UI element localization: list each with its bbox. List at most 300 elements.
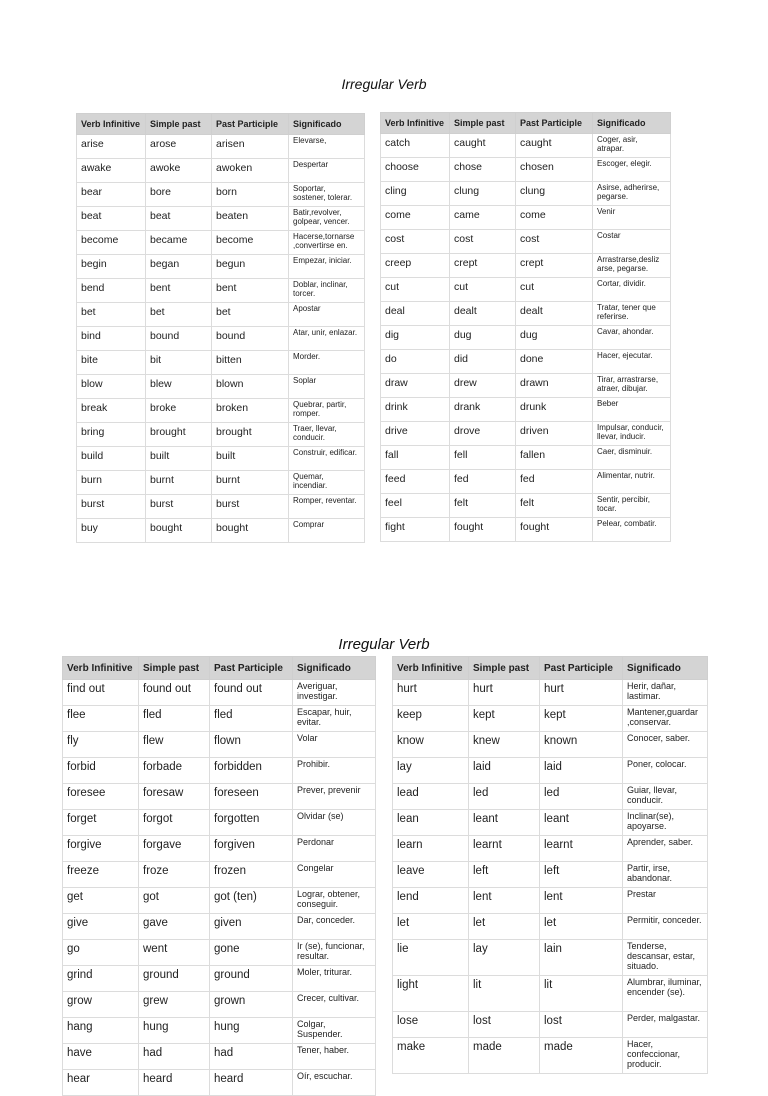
past-participle-cell: fled	[210, 706, 293, 732]
simple-past-cell: forgot	[139, 810, 210, 836]
simple-past-cell: built	[146, 447, 212, 471]
header-verb-infinitive: Verb Infinitive	[393, 657, 469, 680]
simple-past-cell: had	[139, 1044, 210, 1070]
simple-past-cell: lit	[469, 976, 540, 1012]
significado-cell: Comprar	[289, 519, 365, 543]
table-row	[381, 422, 671, 446]
simple-past-cell: felt	[450, 494, 516, 518]
verb-infinitive-cell: cost	[381, 230, 450, 254]
simple-past-cell: dealt	[450, 302, 516, 326]
verb-infinitive-cell: know	[393, 732, 469, 758]
past-participle-cell: chosen	[516, 158, 593, 182]
past-participle-cell: burnt	[212, 471, 289, 495]
past-participle-cell: felt	[516, 494, 593, 518]
past-participle-cell: kept	[540, 706, 623, 732]
verb-infinitive-cell: drive	[381, 422, 450, 446]
significado-cell: Romper, reventar.	[289, 495, 365, 519]
simple-past-cell: knew	[469, 732, 540, 758]
significado-cell: Volar	[293, 732, 376, 758]
verb-infinitive-cell: forgive	[63, 836, 139, 862]
past-participle-cell: forgotten	[210, 810, 293, 836]
verb-infinitive-cell: do	[381, 350, 450, 374]
table-row	[77, 255, 365, 279]
past-participle-cell: begun	[212, 255, 289, 279]
table-row	[381, 158, 671, 182]
table-row	[393, 706, 708, 732]
header-significado: Significado	[289, 114, 365, 135]
past-participle-cell: given	[210, 914, 293, 940]
simple-past-cell: dug	[450, 326, 516, 350]
verb-infinitive-cell: deal	[381, 302, 450, 326]
table-header-row	[77, 114, 365, 135]
past-participle-cell: known	[540, 732, 623, 758]
significado-cell: Coger, asir, atrapar.	[593, 134, 671, 158]
table-header-row	[63, 657, 376, 680]
significado-cell: Construir, edificar.	[289, 447, 365, 471]
table-row	[393, 680, 708, 706]
simple-past-cell: learnt	[469, 836, 540, 862]
table-row	[381, 230, 671, 254]
table-row	[381, 398, 671, 422]
verb-table	[380, 112, 671, 542]
past-participle-cell: let	[540, 914, 623, 940]
simple-past-cell: blew	[146, 375, 212, 399]
significado-cell: Congelar	[293, 862, 376, 888]
past-participle-cell: found out	[210, 680, 293, 706]
past-participle-cell: drunk	[516, 398, 593, 422]
past-participle-cell: laid	[540, 758, 623, 784]
table-row	[77, 423, 365, 447]
table-row	[381, 470, 671, 494]
past-participle-cell: hurt	[540, 680, 623, 706]
past-participle-cell: brought	[212, 423, 289, 447]
past-participle-cell: cost	[516, 230, 593, 254]
significado-cell: Colgar, Suspender.	[293, 1018, 376, 1044]
verb-infinitive-cell: forget	[63, 810, 139, 836]
significado-cell: Quebrar, partir, romper.	[289, 399, 365, 423]
verb-infinitive-cell: drink	[381, 398, 450, 422]
simple-past-cell: cut	[450, 278, 516, 302]
past-participle-cell: drawn	[516, 374, 593, 398]
past-participle-cell: awoken	[212, 159, 289, 183]
verb-infinitive-cell: foresee	[63, 784, 139, 810]
verb-infinitive-cell: make	[393, 1038, 469, 1074]
significado-cell: Poner, colocar.	[623, 758, 708, 784]
past-participle-cell: become	[212, 231, 289, 255]
past-participle-cell: crept	[516, 254, 593, 278]
table-row	[381, 350, 671, 374]
significado-cell: Impulsar, conducir, llevar, inducir.	[593, 422, 671, 446]
table-row	[63, 1018, 376, 1044]
header-simple-past: Simple past	[450, 113, 516, 134]
verb-infinitive-cell: dig	[381, 326, 450, 350]
verb-infinitive-cell: light	[393, 976, 469, 1012]
past-participle-cell: ground	[210, 966, 293, 992]
simple-past-cell: fed	[450, 470, 516, 494]
table-row	[77, 327, 365, 351]
verb-infinitive-cell: hear	[63, 1070, 139, 1096]
verb-infinitive-cell: burn	[77, 471, 146, 495]
table-row	[77, 159, 365, 183]
significado-cell: Caer, disminuir.	[593, 446, 671, 470]
simple-past-cell: bent	[146, 279, 212, 303]
simple-past-cell: led	[469, 784, 540, 810]
verb-table	[62, 656, 376, 1096]
verb-infinitive-cell: bite	[77, 351, 146, 375]
simple-past-cell: chose	[450, 158, 516, 182]
table-row	[381, 494, 671, 518]
simple-past-cell: drove	[450, 422, 516, 446]
past-participle-cell: bet	[212, 303, 289, 327]
table-row	[381, 278, 671, 302]
verb-infinitive-cell: bind	[77, 327, 146, 351]
table-row	[63, 992, 376, 1018]
past-participle-cell: lost	[540, 1012, 623, 1038]
header-past-participle: Past Participle	[212, 114, 289, 135]
simple-past-cell: bit	[146, 351, 212, 375]
verb-infinitive-cell: flee	[63, 706, 139, 732]
significado-cell: Sentir, percibir, tocar.	[593, 494, 671, 518]
verb-infinitive-cell: creep	[381, 254, 450, 278]
verb-infinitive-cell: bear	[77, 183, 146, 207]
table-row	[393, 940, 708, 976]
significado-cell: Tratar, tener que referirse.	[593, 302, 671, 326]
significado-cell: Partir, irse, abandonar.	[623, 862, 708, 888]
verb-infinitive-cell: feed	[381, 470, 450, 494]
verb-infinitive-cell: lay	[393, 758, 469, 784]
table-row	[77, 471, 365, 495]
verb-infinitive-cell: blow	[77, 375, 146, 399]
verb-infinitive-cell: burst	[77, 495, 146, 519]
verb-infinitive-cell: go	[63, 940, 139, 966]
significado-cell: Elevarse,	[289, 135, 365, 159]
table-row	[77, 375, 365, 399]
verb-infinitive-cell: bend	[77, 279, 146, 303]
past-participle-cell: born	[212, 183, 289, 207]
verb-infinitive-cell: begin	[77, 255, 146, 279]
verb-infinitive-cell: give	[63, 914, 139, 940]
verb-infinitive-cell: catch	[381, 134, 450, 158]
significado-cell: Tener, haber.	[293, 1044, 376, 1070]
verb-infinitive-cell: leave	[393, 862, 469, 888]
verb-infinitive-cell: learn	[393, 836, 469, 862]
table-row	[381, 326, 671, 350]
significado-cell: Prestar	[623, 888, 708, 914]
simple-past-cell: bore	[146, 183, 212, 207]
table-row	[77, 303, 365, 327]
verb-infinitive-cell: build	[77, 447, 146, 471]
past-participle-cell: grown	[210, 992, 293, 1018]
past-participle-cell: lit	[540, 976, 623, 1012]
table-row	[63, 914, 376, 940]
past-participle-cell: broken	[212, 399, 289, 423]
verb-table	[76, 113, 365, 543]
significado-cell: Costar	[593, 230, 671, 254]
verb-infinitive-cell: freeze	[63, 862, 139, 888]
table-row	[393, 758, 708, 784]
significado-cell: Atar, unir, enlazar.	[289, 327, 365, 351]
significado-cell: Herir, dañar, lastimar.	[623, 680, 708, 706]
significado-cell: Ir (se), funcionar, resultar.	[293, 940, 376, 966]
verb-infinitive-cell: fall	[381, 446, 450, 470]
simple-past-cell: did	[450, 350, 516, 374]
simple-past-cell: made	[469, 1038, 540, 1074]
table-row	[381, 518, 671, 542]
simple-past-cell: heard	[139, 1070, 210, 1096]
table-row	[393, 732, 708, 758]
table-row	[393, 888, 708, 914]
simple-past-cell: foresaw	[139, 784, 210, 810]
simple-past-cell: lay	[469, 940, 540, 976]
simple-past-cell: gave	[139, 914, 210, 940]
header-simple-past: Simple past	[469, 657, 540, 680]
past-participle-cell: lain	[540, 940, 623, 976]
significado-cell: Oír, escuchar.	[293, 1070, 376, 1096]
past-participle-cell: beaten	[212, 207, 289, 231]
table-row	[63, 1044, 376, 1070]
significado-cell: Hacer, confeccionar, producir.	[623, 1038, 708, 1074]
simple-past-cell: found out	[139, 680, 210, 706]
page-title: Irregular Verb	[341, 76, 427, 92]
past-participle-cell: flown	[210, 732, 293, 758]
past-participle-cell: heard	[210, 1070, 293, 1096]
verb-infinitive-cell: break	[77, 399, 146, 423]
header-simple-past: Simple past	[146, 114, 212, 135]
significado-cell: Perder, malgastar.	[623, 1012, 708, 1038]
table-row	[63, 758, 376, 784]
table-row	[393, 1038, 708, 1074]
verb-infinitive-cell: lend	[393, 888, 469, 914]
verb-infinitive-cell: keep	[393, 706, 469, 732]
simple-past-cell: got	[139, 888, 210, 914]
simple-past-cell: grew	[139, 992, 210, 1018]
significado-cell: Empezar, iniciar.	[289, 255, 365, 279]
past-participle-cell: fought	[516, 518, 593, 542]
simple-past-cell: awoke	[146, 159, 212, 183]
table-row	[393, 810, 708, 836]
simple-past-cell: ground	[139, 966, 210, 992]
table-row	[77, 279, 365, 303]
verb-infinitive-cell: let	[393, 914, 469, 940]
past-participle-cell: done	[516, 350, 593, 374]
verb-infinitive-cell: come	[381, 206, 450, 230]
header-past-participle: Past Participle	[540, 657, 623, 680]
significado-cell: Permitir, conceder.	[623, 914, 708, 940]
verb-infinitive-cell: draw	[381, 374, 450, 398]
verb-infinitive-cell: cut	[381, 278, 450, 302]
past-participle-cell: foreseen	[210, 784, 293, 810]
simple-past-cell: forgave	[139, 836, 210, 862]
significado-cell: Aprender, saber.	[623, 836, 708, 862]
simple-past-cell: cost	[450, 230, 516, 254]
past-participle-cell: fed	[516, 470, 593, 494]
significado-cell: Apostar	[289, 303, 365, 327]
verb-infinitive-cell: forbid	[63, 758, 139, 784]
significado-cell: Soplar	[289, 375, 365, 399]
table-row	[77, 135, 365, 159]
past-participle-cell: frozen	[210, 862, 293, 888]
header-verb-infinitive: Verb Infinitive	[77, 114, 146, 135]
past-participle-cell: cut	[516, 278, 593, 302]
past-participle-cell: come	[516, 206, 593, 230]
past-participle-cell: led	[540, 784, 623, 810]
verb-infinitive-cell: find out	[63, 680, 139, 706]
significado-cell: Mantener,guardar ,conservar.	[623, 706, 708, 732]
simple-past-cell: burnt	[146, 471, 212, 495]
header-simple-past: Simple past	[139, 657, 210, 680]
table-row	[77, 399, 365, 423]
table-row	[63, 810, 376, 836]
table-row	[63, 888, 376, 914]
verb-infinitive-cell: feel	[381, 494, 450, 518]
significado-cell: Guiar, llevar, conducir.	[623, 784, 708, 810]
significado-cell: Escapar, huir, evitar.	[293, 706, 376, 732]
simple-past-cell: beat	[146, 207, 212, 231]
table-row	[63, 680, 376, 706]
simple-past-cell: bet	[146, 303, 212, 327]
simple-past-cell: flew	[139, 732, 210, 758]
verb-infinitive-cell: choose	[381, 158, 450, 182]
significado-cell: Alimentar, nutrir.	[593, 470, 671, 494]
verb-infinitive-cell: become	[77, 231, 146, 255]
past-participle-cell: lent	[540, 888, 623, 914]
table-row	[77, 183, 365, 207]
significado-cell: Averiguar, investigar.	[293, 680, 376, 706]
verb-infinitive-cell: hurt	[393, 680, 469, 706]
past-participle-cell: forgiven	[210, 836, 293, 862]
significado-cell: Prohibir.	[293, 758, 376, 784]
simple-past-cell: laid	[469, 758, 540, 784]
simple-past-cell: lent	[469, 888, 540, 914]
significado-cell: Venir	[593, 206, 671, 230]
verb-infinitive-cell: lie	[393, 940, 469, 976]
significado-cell: Conocer, saber.	[623, 732, 708, 758]
simple-past-cell: became	[146, 231, 212, 255]
past-participle-cell: got (ten)	[210, 888, 293, 914]
simple-past-cell: kept	[469, 706, 540, 732]
significado-cell: Tenderse, descansar, estar, situado.	[623, 940, 708, 976]
past-participle-cell: bent	[212, 279, 289, 303]
simple-past-cell: left	[469, 862, 540, 888]
verb-infinitive-cell: bet	[77, 303, 146, 327]
table-row	[77, 231, 365, 255]
simple-past-cell: went	[139, 940, 210, 966]
simple-past-cell: began	[146, 255, 212, 279]
past-participle-cell: learnt	[540, 836, 623, 862]
table-row	[393, 836, 708, 862]
table-row	[393, 976, 708, 1012]
significado-cell: Asirse, adherirse, pegarse.	[593, 182, 671, 206]
significado-cell: Despertar	[289, 159, 365, 183]
verb-infinitive-cell: grind	[63, 966, 139, 992]
header-past-participle: Past Participle	[210, 657, 293, 680]
past-participle-cell: left	[540, 862, 623, 888]
verb-infinitive-cell: arise	[77, 135, 146, 159]
past-participle-cell: bought	[212, 519, 289, 543]
table-row	[381, 254, 671, 278]
significado-cell: Inclinar(se), apoyarse.	[623, 810, 708, 836]
significado-cell: Lograr, obtener, conseguir.	[293, 888, 376, 914]
simple-past-cell: crept	[450, 254, 516, 278]
significado-cell: Hacerse,tornarse ,convertirse en.	[289, 231, 365, 255]
past-participle-cell: bitten	[212, 351, 289, 375]
header-significado: Significado	[623, 657, 708, 680]
table-row	[393, 784, 708, 810]
table-row	[77, 207, 365, 231]
simple-past-cell: fell	[450, 446, 516, 470]
significado-cell: Olvidar (se)	[293, 810, 376, 836]
header-verb-infinitive: Verb Infinitive	[381, 113, 450, 134]
header-verb-infinitive: Verb Infinitive	[63, 657, 139, 680]
simple-past-cell: broke	[146, 399, 212, 423]
verb-infinitive-cell: hang	[63, 1018, 139, 1044]
simple-past-cell: burst	[146, 495, 212, 519]
significado-cell: Soportar, sostener, tolerar.	[289, 183, 365, 207]
table-row	[63, 706, 376, 732]
table-row	[77, 495, 365, 519]
simple-past-cell: brought	[146, 423, 212, 447]
past-participle-cell: leant	[540, 810, 623, 836]
table-row	[63, 1070, 376, 1096]
simple-past-cell: forbade	[139, 758, 210, 784]
verb-infinitive-cell: beat	[77, 207, 146, 231]
table-row	[63, 732, 376, 758]
significado-cell: Moler, triturar.	[293, 966, 376, 992]
significado-cell: Dar, conceder.	[293, 914, 376, 940]
simple-past-cell: clung	[450, 182, 516, 206]
table-row	[381, 134, 671, 158]
significado-cell: Escoger, elegir.	[593, 158, 671, 182]
table-header-row	[393, 657, 708, 680]
significado-cell: Quemar, incendiar.	[289, 471, 365, 495]
header-past-participle: Past Participle	[516, 113, 593, 134]
past-participle-cell: had	[210, 1044, 293, 1070]
table-row	[63, 836, 376, 862]
verb-infinitive-cell: cling	[381, 182, 450, 206]
table-row	[63, 940, 376, 966]
past-participle-cell: built	[212, 447, 289, 471]
simple-past-cell: hung	[139, 1018, 210, 1044]
past-participle-cell: clung	[516, 182, 593, 206]
table-row	[393, 1012, 708, 1038]
table-header-row	[381, 113, 671, 134]
past-participle-cell: dealt	[516, 302, 593, 326]
significado-cell: Cavar, ahondar.	[593, 326, 671, 350]
past-participle-cell: made	[540, 1038, 623, 1074]
table-row	[381, 302, 671, 326]
verb-infinitive-cell: bring	[77, 423, 146, 447]
table-row	[381, 182, 671, 206]
simple-past-cell: drank	[450, 398, 516, 422]
verb-infinitive-cell: fly	[63, 732, 139, 758]
past-participle-cell: burst	[212, 495, 289, 519]
simple-past-cell: froze	[139, 862, 210, 888]
past-participle-cell: dug	[516, 326, 593, 350]
table-row	[77, 351, 365, 375]
significado-cell: Hacer, ejecutar.	[593, 350, 671, 374]
verb-infinitive-cell: lose	[393, 1012, 469, 1038]
significado-cell: Morder.	[289, 351, 365, 375]
past-participle-cell: gone	[210, 940, 293, 966]
significado-cell: Beber	[593, 398, 671, 422]
verb-infinitive-cell: grow	[63, 992, 139, 1018]
significado-cell: Cortar, dividir.	[593, 278, 671, 302]
simple-past-cell: leant	[469, 810, 540, 836]
simple-past-cell: lost	[469, 1012, 540, 1038]
significado-cell: Prever, prevenir	[293, 784, 376, 810]
past-participle-cell: fallen	[516, 446, 593, 470]
table-row	[393, 914, 708, 940]
